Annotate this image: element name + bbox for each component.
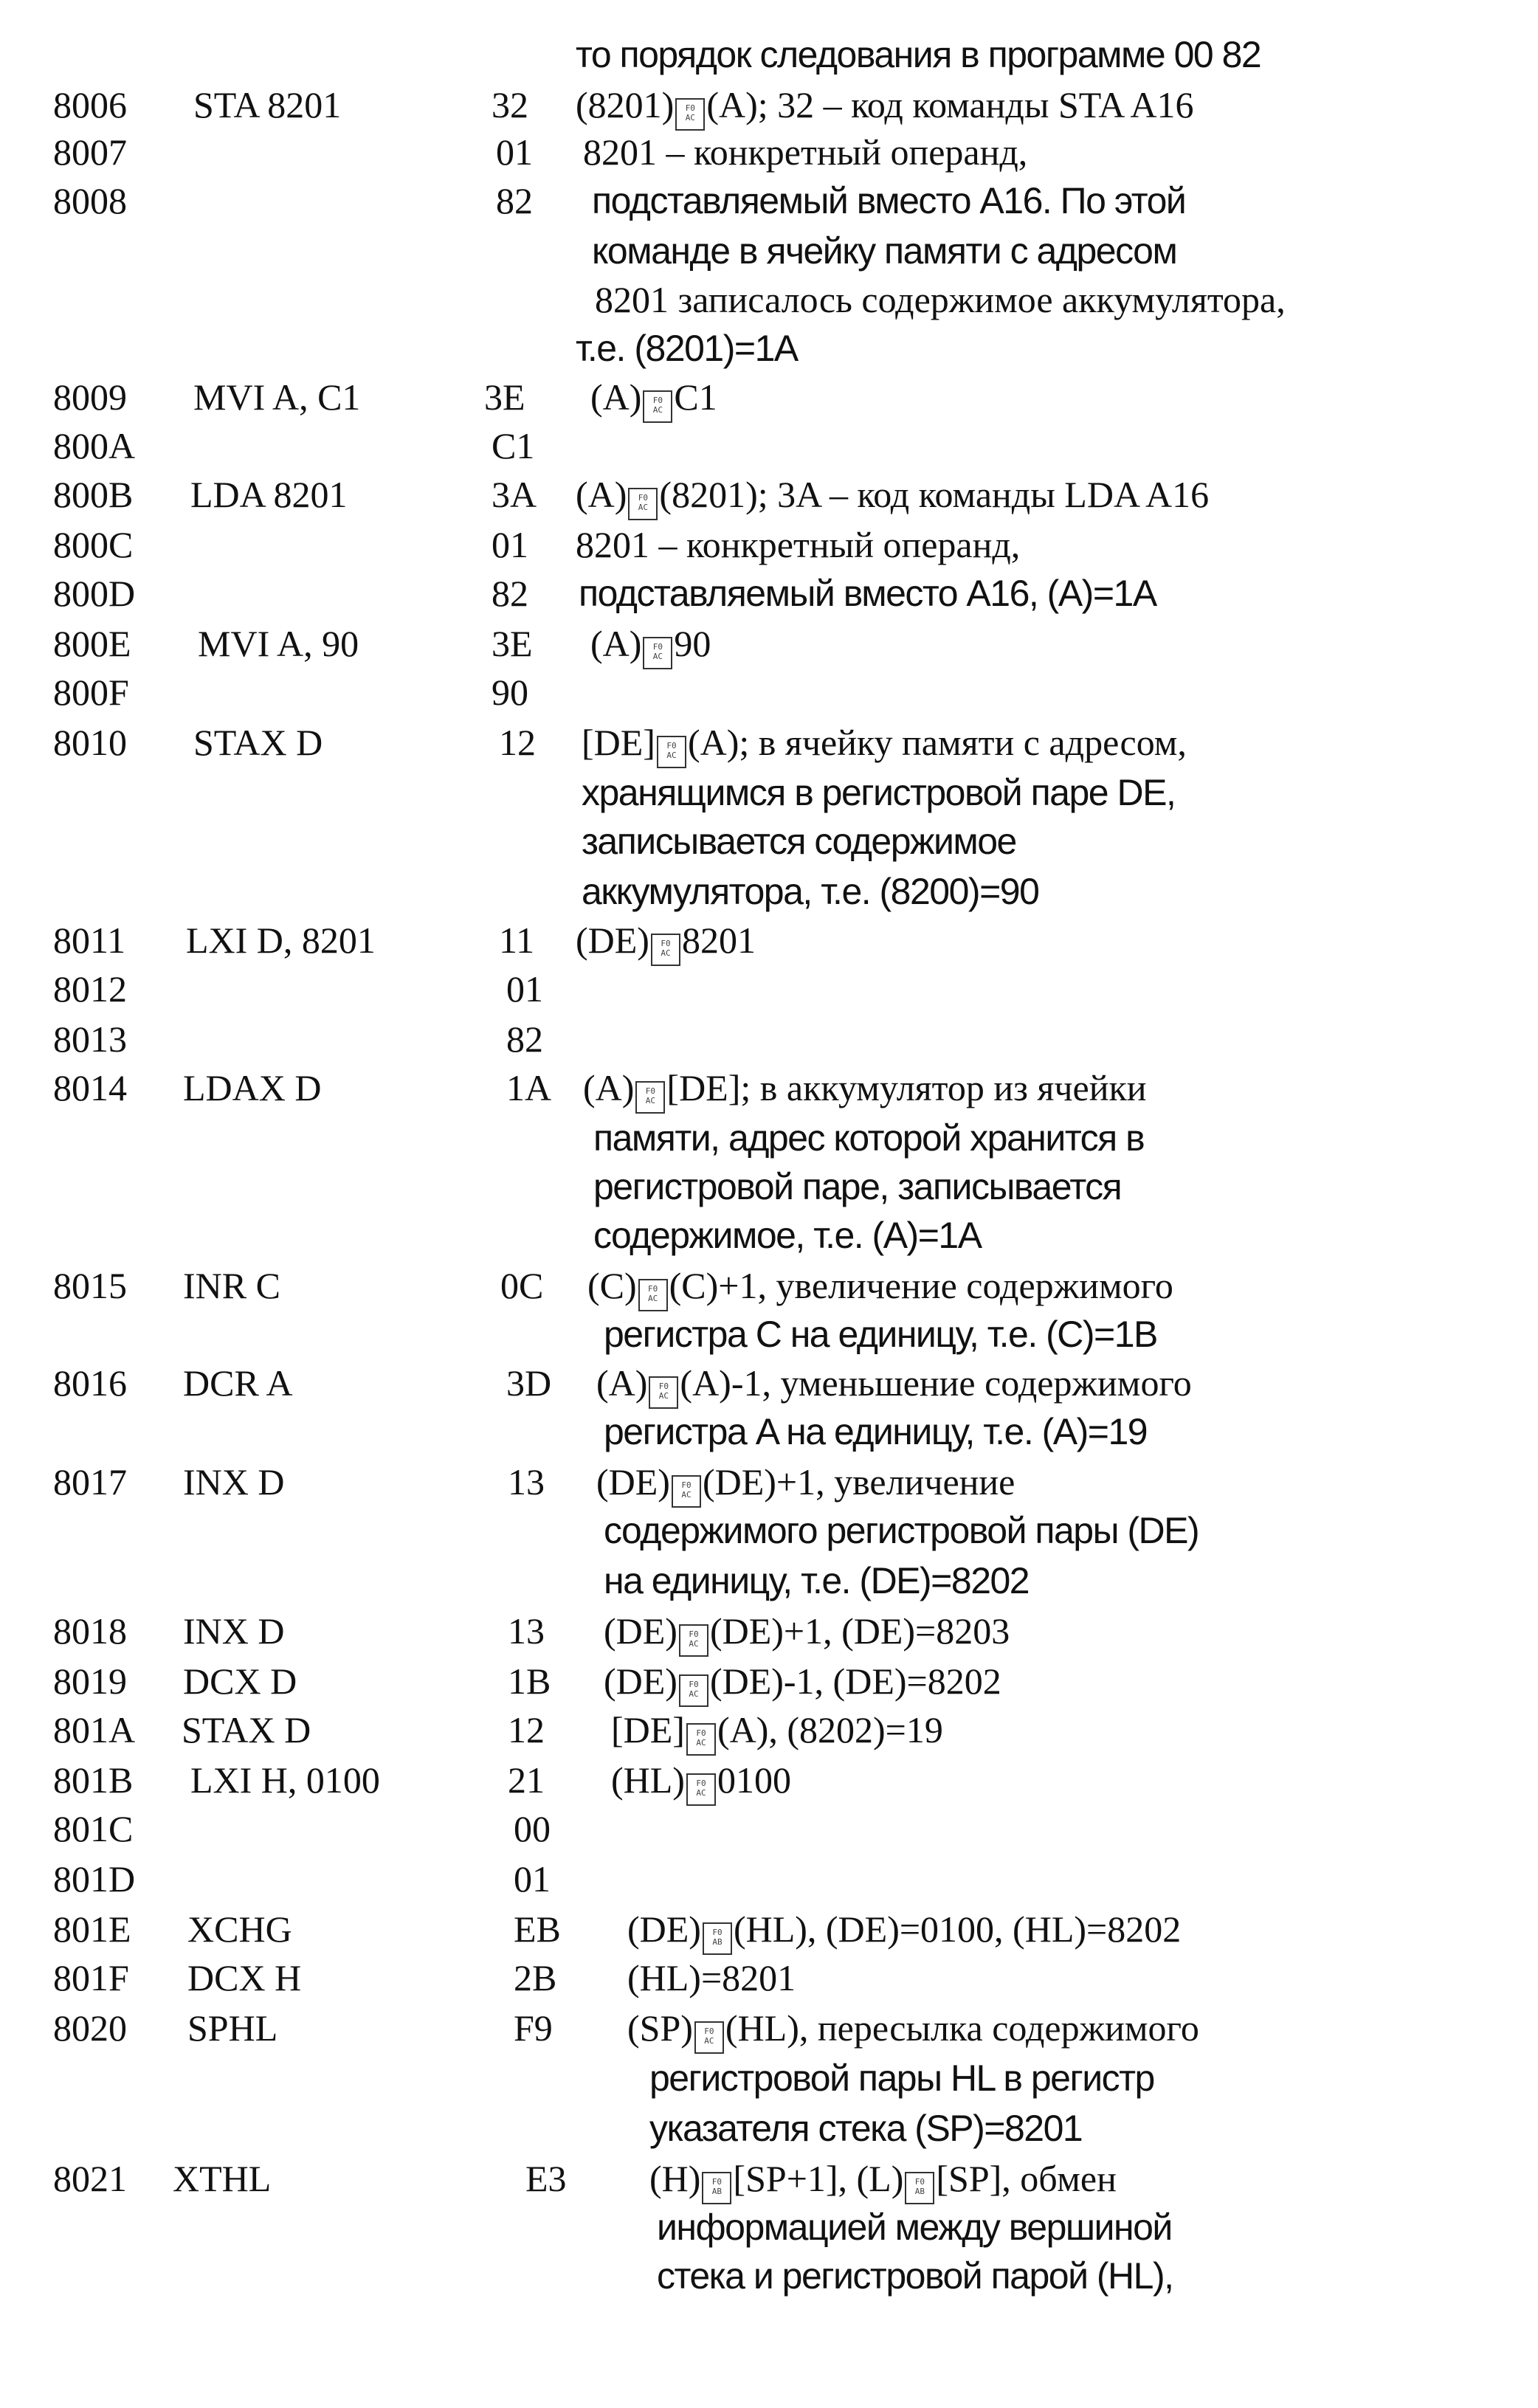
comment-cell: 8201 – конкретный операнд, <box>576 524 1021 565</box>
address-cell: 8010 <box>53 722 127 763</box>
address-cell: 8013 <box>53 1018 127 1060</box>
mnemonic-cell: LDAX D <box>183 1067 322 1108</box>
listing-line <box>0 2103 1538 2153</box>
opcode-cell: 12 <box>508 1709 545 1750</box>
listing-line <box>0 767 1538 818</box>
listing-line <box>0 1804 1538 1854</box>
listing-line <box>0 30 1538 80</box>
comment-cell: (DE) F0 AC (DE)+1, увеличение <box>596 1457 1015 1508</box>
address-cell: 801D <box>53 1858 136 1900</box>
address-cell: 8017 <box>53 1461 127 1503</box>
listing-line <box>0 2153 1538 2204</box>
comment-cell: памяти, адрес которой хранится в <box>593 1117 1145 1159</box>
comment-cell: (A) F0 AC (8201); 3A – код команды LDA A16 <box>576 469 1209 520</box>
mnemonic-cell: XCHG <box>187 1908 292 1950</box>
listing-line <box>0 1656 1538 1706</box>
listing-line <box>0 1063 1538 1113</box>
mnemonic-cell: DCX H <box>187 1957 302 1998</box>
listing-line <box>0 717 1538 767</box>
listing-line <box>0 520 1538 570</box>
mnemonic-cell: LXI H, 0100 <box>190 1759 380 1801</box>
opcode-cell: 01 <box>506 968 543 1010</box>
comment-cell: команде в ячейку памяти с адресом <box>592 230 1177 272</box>
comment-cell: подставляемый вместо A16, (A)=1A <box>579 573 1156 614</box>
comment-cell: т.е. (8201)=1A <box>576 328 798 369</box>
opcode-cell: 01 <box>496 131 533 173</box>
opcode-cell: 3D <box>506 1362 552 1404</box>
listing-line <box>0 127 1538 177</box>
mnemonic-cell: MVI A, C1 <box>193 376 361 418</box>
listing-line <box>0 2003 1538 2053</box>
listing-line <box>0 176 1538 226</box>
comment-cell: аккумулятора, т.е. (8200)=90 <box>582 871 1039 912</box>
listing-line <box>0 816 1538 866</box>
comment-cell: (DE) F0 AC 8201 <box>576 915 756 966</box>
comment-cell: содержимого регистровой пары (DE) <box>604 1510 1199 1551</box>
comment-cell: (A) F0 AC 90 <box>590 618 711 669</box>
comment-cell: содержимое, т.е. (A)=1A <box>593 1215 982 1256</box>
opcode-cell: 32 <box>492 84 528 125</box>
opcode-cell: 2B <box>514 1957 557 1998</box>
listing-line <box>0 1014 1538 1064</box>
arrow-left-icon: F0 AC <box>686 1773 716 1806</box>
mnemonic-cell: SPHL <box>187 2007 278 2049</box>
listing-line <box>0 915 1538 965</box>
listing-line <box>0 1556 1538 1606</box>
comment-cell: (C) F0 AC (C)+1, увеличение содержимого <box>587 1260 1173 1311</box>
opcode-cell: 3A <box>492 474 537 515</box>
comment-cell: (DE) F0 AB (HL), (DE)=0100, (HL)=8202 <box>627 1904 1181 1955</box>
address-cell: 8012 <box>53 968 127 1010</box>
arrow-left-icon: F0 AC <box>679 1674 708 1707</box>
opcode-cell: 3E <box>492 623 533 664</box>
address-cell: 800F <box>53 672 129 713</box>
address-cell: 8006 <box>53 84 127 125</box>
listing-line <box>0 1358 1538 1408</box>
comment-cell: 8201 записалось содержимое аккумулятора, <box>595 279 1286 320</box>
comment-cell: 8201 – конкретный операнд, <box>583 131 1028 173</box>
comment-cell: регистровой пары HL в регистр <box>649 2057 1154 2099</box>
mnemonic-cell: INX D <box>183 1610 285 1652</box>
arrow-left-icon: F0 AC <box>643 637 672 669</box>
arrow-left-icon: F0 AC <box>635 1081 665 1114</box>
listing-line <box>0 80 1538 130</box>
opcode-cell: 01 <box>514 1858 551 1900</box>
address-cell: 801C <box>53 1808 134 1849</box>
comment-cell: (8201) F0 AC (A); 32 – код команды STA A16 <box>576 80 1194 131</box>
comment-cell: (A) F0 AC (A)-1, уменьшение содержимого <box>596 1358 1192 1409</box>
arrow-left-icon: F0 AC <box>686 1723 716 1756</box>
arrow-left-icon: F0 AC <box>643 390 672 423</box>
mnemonic-cell: STA 8201 <box>193 84 342 125</box>
comment-cell: (H) F0 AB [SP+1], (L) F0 AB [SP], обмен <box>649 2153 1117 2204</box>
address-cell: 800B <box>53 474 134 515</box>
comment-cell: (SP) F0 AC (HL), пересылка содержимого <box>627 2003 1199 2054</box>
comment-cell: подставляемый вместо A16. По этой <box>592 180 1186 221</box>
listing-line <box>0 1407 1538 1457</box>
listing-line <box>0 1606 1538 1656</box>
comment-cell: [DE] F0 AC (A), (8202)=19 <box>611 1705 943 1756</box>
comment-cell: регистра A на единицу, т.е. (A)=19 <box>604 1411 1148 1452</box>
arrow-left-icon: F0 AC <box>694 2021 724 2054</box>
arrow-left-icon: F0 AC <box>649 1376 678 1409</box>
opcode-cell: EB <box>514 1908 561 1950</box>
address-cell: 800D <box>53 573 136 614</box>
comment-cell: (HL) F0 AC 0100 <box>611 1755 791 1806</box>
listing-line <box>0 421 1538 471</box>
arrow-left-icon: F0 AC <box>638 1279 668 1311</box>
opcode-cell: 12 <box>499 722 536 763</box>
listing-line <box>0 2053 1538 2103</box>
mnemonic-cell: XTHL <box>173 2158 272 2199</box>
opcode-cell: 1A <box>506 1067 552 1108</box>
opcode-cell: F9 <box>514 2007 553 2049</box>
listing-line <box>0 1162 1538 1212</box>
listing-line <box>0 275 1538 325</box>
comment-cell: стека и регистровой парой (HL), <box>657 2255 1173 2297</box>
comment-cell: то порядок следования в программе 00 82 <box>576 34 1261 75</box>
opcode-cell: 21 <box>508 1759 545 1801</box>
mnemonic-cell: LXI D, 8201 <box>186 920 376 961</box>
opcode-cell: 01 <box>492 524 528 565</box>
listing-line <box>0 2251 1538 2301</box>
listing-line <box>0 667 1538 717</box>
listing-line <box>0 1210 1538 1260</box>
address-cell: 800A <box>53 425 136 466</box>
mnemonic-cell: INX D <box>183 1461 285 1503</box>
comment-cell: (A) F0 AC [DE]; в аккумулятор из ячейки <box>583 1063 1147 1114</box>
listing-line <box>0 1457 1538 1507</box>
mnemonic-cell: STAX D <box>193 722 323 763</box>
comment-cell: [DE] F0 AC (A); в ячейку памяти с адресом, <box>582 717 1187 768</box>
opcode-cell: 82 <box>492 573 528 614</box>
listing-line <box>0 1113 1538 1163</box>
address-cell: 801E <box>53 1908 131 1950</box>
comment-cell: (HL)=8201 <box>627 1957 796 1998</box>
listing-line <box>0 964 1538 1014</box>
comment-cell: хранящимся в регистровой паре DE, <box>582 772 1176 813</box>
mnemonic-cell: INR C <box>183 1265 280 1306</box>
listing-line <box>0 1705 1538 1755</box>
comment-cell: (DE) F0 AC (DE)+1, (DE)=8203 <box>604 1606 1010 1657</box>
address-cell: 801A <box>53 1709 136 1750</box>
mnemonic-cell: MVI A, 90 <box>198 623 359 664</box>
address-cell: 8015 <box>53 1265 127 1306</box>
address-cell: 801B <box>53 1759 134 1801</box>
listing-line <box>0 226 1538 276</box>
listing-line <box>0 372 1538 422</box>
opcode-cell: 13 <box>508 1461 545 1503</box>
listing-line <box>0 568 1538 618</box>
listing-line <box>0 1505 1538 1556</box>
comment-cell: регистровой паре, записывается <box>593 1166 1122 1207</box>
address-cell: 801F <box>53 1957 129 1998</box>
listing-line <box>0 866 1538 917</box>
address-cell: 8011 <box>53 920 126 961</box>
address-cell: 8020 <box>53 2007 127 2049</box>
mnemonic-cell: DCX D <box>183 1660 297 1702</box>
arrow-left-icon: F0 AC <box>657 736 686 768</box>
mnemonic-cell: LDA 8201 <box>190 474 348 515</box>
opcode-cell: 11 <box>499 920 535 961</box>
address-cell: 8014 <box>53 1067 127 1108</box>
address-cell: 8019 <box>53 1660 127 1702</box>
opcode-cell: 1B <box>508 1660 551 1702</box>
opcode-cell: 13 <box>508 1610 545 1652</box>
comment-cell: записывается содержимое <box>582 821 1016 862</box>
arrow-left-icon: F0 AC <box>675 98 705 131</box>
mnemonic-cell: DCR A <box>183 1362 293 1404</box>
address-cell: 800C <box>53 524 134 565</box>
address-cell: 8008 <box>53 180 127 221</box>
opcode-cell: E3 <box>525 2158 567 2199</box>
listing-line <box>0 1755 1538 1805</box>
comment-cell: регистра C на единицу, т.е. (C)=1B <box>604 1314 1157 1355</box>
arrow-exchange-icon: F0 AB <box>703 1922 732 1955</box>
address-cell: 8007 <box>53 131 127 173</box>
listing-line <box>0 1953 1538 2003</box>
listing-line <box>0 2202 1538 2252</box>
opcode-cell: 3E <box>484 376 525 418</box>
comment-cell: указателя стека (SP)=8201 <box>649 2108 1083 2149</box>
opcode-cell: 00 <box>514 1808 551 1849</box>
listing-line <box>0 1260 1538 1311</box>
opcode-cell: 82 <box>506 1018 543 1060</box>
listing-line <box>0 323 1538 373</box>
address-cell: 8018 <box>53 1610 127 1652</box>
comment-cell: на единицу, т.е. (DE)=8202 <box>604 1560 1030 1601</box>
arrow-exchange-icon: F0 AB <box>905 2172 934 2204</box>
arrow-left-icon: F0 AC <box>672 1475 701 1508</box>
listing-line <box>0 1904 1538 1954</box>
arrow-left-icon: F0 AC <box>651 934 680 966</box>
address-cell: 8009 <box>53 376 127 418</box>
opcode-cell: 0C <box>500 1265 544 1306</box>
listing-line <box>0 1854 1538 1904</box>
address-cell: 8021 <box>53 2158 127 2199</box>
mnemonic-cell: STAX D <box>182 1709 311 1750</box>
comment-cell: информацией между вершиной <box>657 2207 1172 2248</box>
listing-line <box>0 469 1538 520</box>
address-cell: 800E <box>53 623 131 664</box>
arrow-left-icon: F0 AC <box>679 1624 708 1657</box>
listing-line <box>0 618 1538 669</box>
opcode-cell: C1 <box>492 425 535 466</box>
listing-line <box>0 1309 1538 1359</box>
comment-cell: (DE) F0 AC (DE)-1, (DE)=8202 <box>604 1656 1001 1707</box>
arrow-left-icon: F0 AC <box>628 488 658 520</box>
arrow-exchange-icon: F0 AB <box>702 2172 731 2204</box>
opcode-cell: 82 <box>496 180 533 221</box>
address-cell: 8016 <box>53 1362 127 1404</box>
opcode-cell: 90 <box>492 672 528 713</box>
comment-cell: (A) F0 AC C1 <box>590 372 717 423</box>
